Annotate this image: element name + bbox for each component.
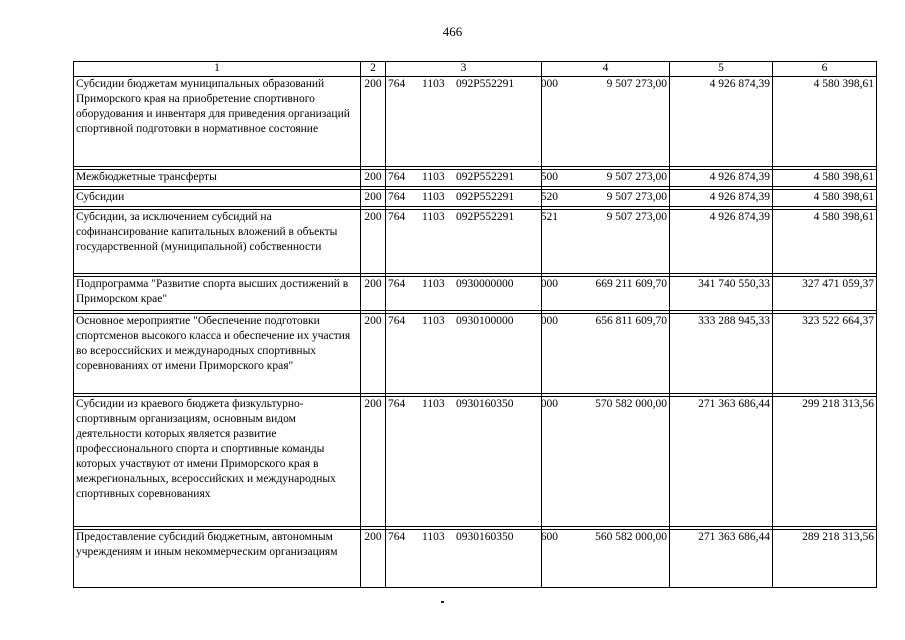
row-col2: 200 xyxy=(361,314,386,394)
row-col6: 323 522 664,37 xyxy=(773,314,877,394)
header-col-6: 6 xyxy=(773,62,877,77)
code-ministry: 764 xyxy=(388,171,406,183)
table-row xyxy=(74,77,877,167)
code-vr: 000 xyxy=(540,278,558,290)
row-col4: 9 507 273,00 xyxy=(542,190,670,207)
page-number: 466 xyxy=(442,24,463,39)
row-col4: 9 507 273,00 xyxy=(542,210,670,274)
row-col5: 333 288 945,33 xyxy=(670,314,773,394)
code-ministry: 764 xyxy=(388,191,406,203)
table-row xyxy=(74,190,877,207)
row-name: Подпрограмма "Развитие спорта высших достижений в Приморском крае" xyxy=(74,277,361,311)
row-col4: 669 211 609,70 xyxy=(542,277,670,311)
code-ministry: 764 xyxy=(388,211,406,223)
code-section: 1103 xyxy=(422,278,445,290)
row-col5: 4 926 874,39 xyxy=(670,170,773,187)
row-col6: 4 580 398,61 xyxy=(773,210,877,274)
code-csr: 0930100000 xyxy=(456,315,514,327)
code-csr: 0930160350 xyxy=(456,531,514,543)
row-name: Субсидии xyxy=(74,190,361,207)
row-col2: 200 xyxy=(361,530,386,588)
header-col-2: 2 xyxy=(361,62,386,77)
row-code xyxy=(386,210,558,274)
code-vr: 000 xyxy=(540,398,558,410)
code-vr: 600 xyxy=(540,531,558,543)
row-col4: 656 811 609,70 xyxy=(542,314,670,394)
row-col4: 570 582 000,00 xyxy=(542,397,670,527)
code-vr: 500 xyxy=(540,171,558,183)
row-col6: 299 218 313,56 xyxy=(773,397,877,527)
row-col2: 200 xyxy=(361,190,386,207)
code-vr: 520 xyxy=(540,191,558,203)
row-col6: 4 580 398,61 xyxy=(773,190,877,207)
row-name: Основное мероприятие "Обеспечение подготовки спортсменов высокого класса и обеспечение их участия во всероссийских и международных спортивных соревнованиях от имени Приморского края" xyxy=(74,314,361,394)
row-col6: 327 471 059,37 xyxy=(773,277,877,311)
row-col4: 9 507 273,00 xyxy=(542,170,670,187)
row-name: Предоставление субсидий бюджетным, автономным учреждениям и иным некоммерческим организациям xyxy=(74,530,361,588)
code-section: 1103 xyxy=(422,531,445,543)
code-ministry: 764 xyxy=(388,398,406,410)
row-col6: 289 218 313,56 xyxy=(773,530,877,588)
header-row xyxy=(74,62,877,77)
row-col4: 9 507 273,00 xyxy=(542,77,670,167)
row-name: Субсидии бюджетам муниципальных образований Приморского края на приобретение спортивного оборудования и инвентаря для приведения организаций спортивной подготовки в нормативное состояние xyxy=(74,77,361,167)
row-col2: 200 xyxy=(361,170,386,187)
code-ministry: 764 xyxy=(388,531,406,543)
budget-table xyxy=(73,61,877,588)
code-vr: 000 xyxy=(540,78,558,90)
table-row xyxy=(74,530,877,588)
code-vr: 521 xyxy=(540,211,558,223)
row-name: Субсидии, за исключением субсидий на софинансирование капитальных вложений в объекты государственной (муниципальной) собственности xyxy=(74,210,361,274)
row-col6: 4 580 398,61 xyxy=(773,170,877,187)
code-csr: 0930000000 xyxy=(456,278,514,290)
code-csr: 092P552291 xyxy=(456,211,515,223)
code-section: 1103 xyxy=(422,398,445,410)
header-col-1: 1 xyxy=(74,62,361,77)
row-code xyxy=(386,190,558,207)
row-col5: 271 363 686,44 xyxy=(670,397,773,527)
table-row xyxy=(74,210,877,274)
code-csr: 092P552291 xyxy=(456,171,515,183)
row-col5: 4 926 874,39 xyxy=(670,77,773,167)
code-csr: 092P552291 xyxy=(456,78,515,90)
code-ministry: 764 xyxy=(388,78,406,90)
table-row xyxy=(74,277,877,311)
table-row xyxy=(74,314,877,394)
code-section: 1103 xyxy=(422,191,445,203)
row-col6: 4 580 398,61 xyxy=(773,77,877,167)
code-ministry: 764 xyxy=(388,278,406,290)
row-name: Межбюджетные трансферты xyxy=(74,170,361,187)
row-code xyxy=(386,314,558,394)
row-col2: 200 xyxy=(361,77,386,167)
code-csr: 0930160350 xyxy=(456,398,514,410)
stray-mark xyxy=(441,601,444,603)
header-col-5: 5 xyxy=(670,62,773,77)
table-row xyxy=(74,170,877,187)
row-col2: 200 xyxy=(361,210,386,274)
header-col-4: 4 xyxy=(542,62,670,77)
code-ministry: 764 xyxy=(388,315,406,327)
row-code xyxy=(386,397,558,527)
row-code xyxy=(386,530,558,588)
code-section: 1103 xyxy=(422,211,445,223)
row-col5: 4 926 874,39 xyxy=(670,190,773,207)
row-code xyxy=(386,77,558,167)
code-section: 1103 xyxy=(422,315,445,327)
code-section: 1103 xyxy=(422,78,445,90)
code-section: 1103 xyxy=(422,171,445,183)
code-vr: 000 xyxy=(540,315,558,327)
header-col-3: 3 xyxy=(386,62,542,77)
row-code xyxy=(386,170,558,187)
table-row xyxy=(74,397,877,527)
row-col5: 271 363 686,44 xyxy=(670,530,773,588)
row-col4: 560 582 000,00 xyxy=(542,530,670,588)
row-col2: 200 xyxy=(361,397,386,527)
row-code xyxy=(386,277,558,311)
row-col5: 4 926 874,39 xyxy=(670,210,773,274)
code-csr: 092P552291 xyxy=(456,191,515,203)
row-col2: 200 xyxy=(361,277,386,311)
row-name: Субсидии из краевого бюджета физкультурно-спортивным организациям, основным видом деятельности которых является развитие профессионального спорта и спортивные команды которых участвуют от имени Приморского края в межрегиональных, всероссийских и международных спортивных соревнованиях xyxy=(74,397,361,527)
row-col5: 341 740 550,33 xyxy=(670,277,773,311)
